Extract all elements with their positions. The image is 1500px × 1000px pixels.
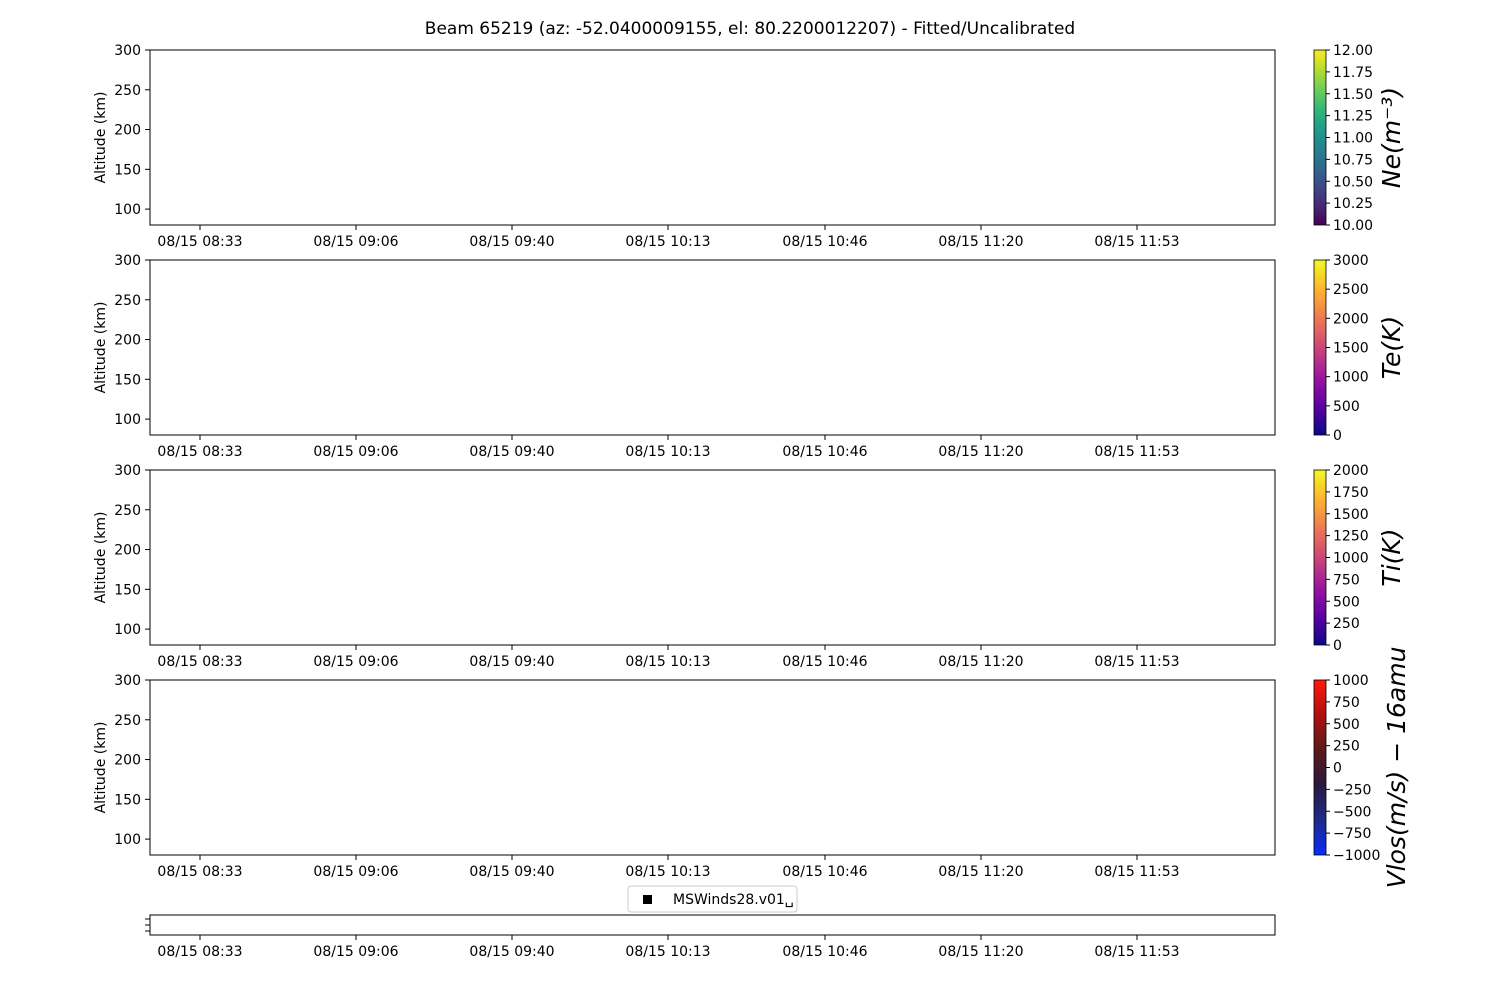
colorbar-gradient [1314, 470, 1326, 645]
colorbar-tick-label: 11.75 [1333, 64, 1374, 81]
panel-1 [93, 43, 1275, 250]
y-tick-label: 250 [114, 82, 141, 99]
x-tick-label: 08/15 09:06 [313, 444, 399, 460]
y-tick-label: 300 [114, 253, 141, 269]
colorbar-tick-label: 11.50 [1333, 86, 1374, 103]
x-tick-label: 08/15 10:13 [625, 654, 711, 670]
colorbar-gradient [1314, 50, 1326, 225]
x-tick-label: 08/15 09:06 [313, 234, 399, 250]
colorbar-tick-label: 0 [1333, 760, 1342, 777]
x-tick-label: 08/15 11:53 [1094, 654, 1180, 670]
figure-title: Beam 65219 (az: -52.0400009155, el: 80.2200012207) - Fitted/Uncalibrated [424, 19, 1076, 39]
x-tick-label: 08/15 10:46 [782, 444, 868, 460]
colorbar-tick-label: −500 [1333, 804, 1372, 821]
colorbar-tick-label: 2000 [1333, 463, 1369, 479]
colorbar-tick-label: 0 [1333, 638, 1342, 654]
colorbar-tick-label: 750 [1333, 694, 1360, 711]
colorbar-tick-label: 1000 [1333, 673, 1369, 689]
colorbar-tick-label: 250 [1333, 616, 1360, 633]
y-tick-label: 200 [114, 332, 141, 349]
colorbar-tick-label: −1000 [1333, 848, 1381, 864]
y-tick-label: 150 [114, 582, 141, 599]
y-tick-label: 300 [114, 463, 141, 479]
x-tick-label: 08/15 10:46 [782, 654, 868, 670]
y-tick-label: 100 [114, 622, 141, 639]
colorbar-3 [1314, 463, 1406, 654]
y-tick-label: 200 [114, 122, 141, 139]
bottom-strip-plot [150, 915, 1275, 935]
colorbar-tick-label: 250 [1333, 738, 1360, 755]
x-tick-label: 08/15 09:06 [313, 654, 399, 670]
x-tick-label: 08/15 09:40 [469, 944, 555, 960]
x-tick-label: 08/15 09:06 [313, 864, 399, 880]
colorbar-tick-label: 1500 [1333, 506, 1369, 523]
y-tick-label: 250 [114, 712, 141, 729]
colorbar-tick-label: 12.00 [1333, 43, 1374, 59]
colorbar-gradient [1314, 260, 1326, 435]
panel-3 [93, 463, 1275, 670]
y-tick-label: 300 [114, 43, 141, 59]
colorbar-label: Ne(m⁻³) [1377, 86, 1406, 189]
x-tick-label: 08/15 11:53 [1094, 234, 1180, 250]
colorbar-tick-label: 1250 [1333, 528, 1369, 545]
colorbar-tick-label: 1000 [1333, 369, 1369, 386]
x-tick-label: 08/15 11:20 [938, 864, 1024, 880]
colorbar-label: Ti(K) [1377, 528, 1406, 587]
colorbar-label: Vlos(m/s) − 16amu [1382, 646, 1411, 889]
x-tick-label: 08/15 10:46 [782, 234, 868, 250]
legend-marker [643, 895, 652, 904]
y-axis-label: Altitude (km) [93, 511, 109, 604]
colorbar-tick-label: 1750 [1333, 484, 1369, 501]
x-tick-label: 08/15 11:20 [938, 654, 1024, 670]
colorbar-tick-label: 10.00 [1333, 218, 1374, 234]
colorbar-tick-label: −750 [1333, 826, 1372, 843]
x-tick-label: 08/15 09:40 [469, 234, 555, 250]
y-tick-label: 250 [114, 502, 141, 519]
plot-area [150, 470, 1275, 645]
x-tick-label: 08/15 10:13 [625, 234, 711, 250]
colorbar-1 [1314, 43, 1406, 234]
plot-area [150, 50, 1275, 225]
x-tick-label: 08/15 09:06 [313, 944, 399, 960]
colorbar-tick-label: 11.00 [1333, 130, 1374, 147]
y-tick-label: 300 [114, 673, 141, 689]
colorbar-tick-label: 2000 [1333, 311, 1369, 328]
colorbar-tick-label: 500 [1333, 716, 1360, 733]
x-tick-label: 08/15 10:46 [782, 944, 868, 960]
y-axis-label: Altitude (km) [93, 301, 109, 394]
colorbar-2 [1314, 253, 1406, 444]
y-tick-label: 100 [114, 412, 141, 429]
x-tick-label: 08/15 11:20 [938, 444, 1024, 460]
x-tick-label: 08/15 11:53 [1094, 864, 1180, 880]
colorbar-tick-label: 500 [1333, 398, 1360, 415]
y-axis-label: Altitude (km) [93, 721, 109, 814]
x-tick-label: 08/15 08:33 [157, 654, 243, 670]
y-tick-label: 150 [114, 162, 141, 179]
panels-layer [93, 43, 1275, 880]
colorbar-tick-label: 500 [1333, 594, 1360, 611]
plot-area [150, 260, 1275, 435]
colorbar-tick-label: 750 [1333, 572, 1360, 589]
x-tick-label: 08/15 08:33 [157, 864, 243, 880]
x-tick-label: 08/15 10:46 [782, 864, 868, 880]
colorbar-tick-label: 1000 [1333, 550, 1369, 567]
colorbar-tick-label: 10.75 [1333, 152, 1374, 169]
colorbar-gradient [1314, 680, 1326, 855]
x-tick-label: 08/15 11:20 [938, 234, 1024, 250]
x-tick-label: 08/15 08:33 [157, 444, 243, 460]
legend-layer [628, 886, 797, 912]
x-tick-label: 08/15 11:53 [1094, 444, 1180, 460]
y-tick-label: 250 [114, 292, 141, 309]
colorbar-label: Te(K) [1377, 315, 1406, 380]
x-tick-label: 08/15 10:13 [625, 444, 711, 460]
colorbar-tick-label: 0 [1333, 428, 1342, 444]
panel-2 [93, 253, 1275, 460]
colorbar-tick-label: 10.50 [1333, 174, 1374, 191]
y-tick-label: 150 [114, 372, 141, 389]
colorbar-tick-label: 10.25 [1333, 196, 1374, 213]
x-tick-label: 08/15 11:53 [1094, 944, 1180, 960]
colorbar-4 [1314, 647, 1411, 889]
colorbar-tick-label: 1500 [1333, 340, 1369, 357]
x-tick-label: 08/15 08:33 [157, 234, 243, 250]
colorbar-tick-label: 3000 [1333, 253, 1369, 269]
y-tick-label: 100 [114, 202, 141, 219]
y-tick-label: 150 [114, 792, 141, 809]
colorbar-tick-label: 2500 [1333, 282, 1369, 299]
colorbar-tick-label: 11.25 [1333, 108, 1374, 125]
x-tick-label: 08/15 09:40 [469, 864, 555, 880]
x-tick-label: 08/15 09:40 [469, 654, 555, 670]
y-tick-label: 100 [114, 832, 141, 849]
colorbar-tick-label: −250 [1333, 782, 1372, 799]
x-tick-label: 08/15 08:33 [157, 944, 243, 960]
legend-entry: MSWinds28.v01␣ [673, 892, 794, 908]
colorbars-layer [1314, 43, 1411, 888]
x-tick-label: 08/15 11:20 [938, 944, 1024, 960]
plot-area [150, 680, 1275, 855]
bottom-strip-layer [145, 915, 1275, 960]
y-tick-label: 200 [114, 752, 141, 769]
x-tick-label: 08/15 09:40 [469, 444, 555, 460]
y-tick-label: 200 [114, 542, 141, 559]
x-tick-label: 08/15 10:13 [625, 864, 711, 880]
panel-4 [93, 673, 1275, 880]
y-axis-label: Altitude (km) [93, 91, 109, 184]
x-tick-label: 08/15 10:13 [625, 944, 711, 960]
